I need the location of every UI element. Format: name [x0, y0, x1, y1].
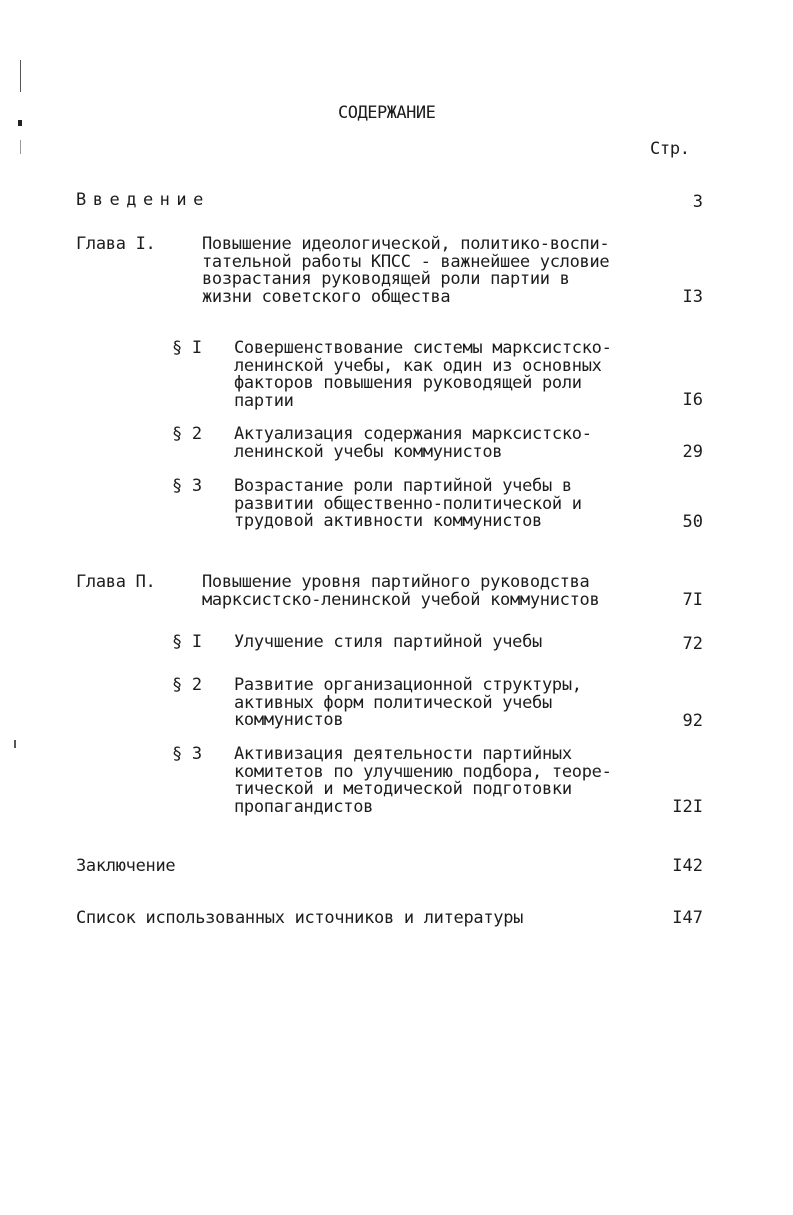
- section-page: 50: [682, 512, 703, 532]
- section-page: 92: [682, 711, 703, 731]
- section-number: § 3: [172, 744, 202, 764]
- chapter1-page: I3: [682, 287, 703, 307]
- section-title: [234, 478, 582, 531]
- scan-mark: [20, 140, 21, 154]
- section-number: § 3: [172, 476, 202, 496]
- section-title-line: Активизация деятельности партийных: [234, 744, 572, 764]
- chapter2-label: Глава П.: [76, 572, 156, 592]
- section-title-line: комитетов по улучшению подбора, теоре-: [234, 761, 612, 782]
- intro-page: 3: [692, 192, 703, 212]
- section-title-line: Развитие организационной структуры,: [234, 675, 582, 695]
- section-title: [234, 746, 612, 816]
- section-title: [234, 426, 592, 461]
- scan-mark: [20, 60, 21, 92]
- section-title: [234, 634, 542, 652]
- sources-label: Список использованных источников и литературы: [76, 908, 524, 928]
- conclusion-label: Заключение: [76, 856, 176, 876]
- scan-mark: [14, 740, 16, 748]
- conclusion-page: I42: [672, 856, 703, 876]
- page-title: СОДЕРЖАНИЕ: [338, 103, 436, 123]
- section-title-line: факторов повышения руководящей роли: [234, 373, 582, 393]
- section-title-line: ленинской учебы, как один из основных: [234, 355, 602, 376]
- section-page: 72: [682, 634, 703, 654]
- intro-label: Введение: [76, 190, 210, 210]
- chapter1-title-line: тательной работы КПСС - важнейшее условие: [202, 251, 610, 272]
- scan-mark: [18, 120, 22, 126]
- section-title-line: ленинской учебы коммунистов: [234, 441, 503, 462]
- section-title-line: активных форм политической учебы: [234, 692, 552, 713]
- chapter1-title-line: возрастания руководящей роли партии в: [202, 269, 570, 289]
- section-title-line: Актуализация содержания марксистско-: [234, 424, 592, 444]
- chapter2-title: [202, 574, 599, 609]
- section-title: [234, 340, 612, 410]
- page-column-header: Стр.: [650, 139, 690, 159]
- chapter2-page: 7I: [682, 590, 703, 610]
- chapter1-title: [202, 236, 609, 306]
- section-title-line: Возрастание роли партийной учебы в: [234, 476, 572, 496]
- section-title-line: тической и методической подготовки: [234, 779, 572, 799]
- chapter2-title-line: Повышение уровня партийного руководства: [202, 572, 590, 592]
- section-number: § 2: [172, 675, 202, 695]
- section-title-line: пропагандистов: [234, 796, 374, 817]
- section-title-line: Улучшение стиля партийной учебы: [234, 632, 542, 652]
- section-title-line: коммунистов: [234, 710, 344, 730]
- section-title-line: трудовой активности коммунистов: [234, 511, 542, 531]
- chapter1-title-line: Повышение идеологической, политико-воспи-: [202, 234, 610, 254]
- section-page: 29: [682, 442, 703, 462]
- section-number: § 2: [172, 424, 202, 444]
- section-title-line: развитии общественно-политической и: [234, 493, 582, 514]
- chapter1-label: Глава I.: [76, 234, 156, 254]
- section-title-line: партии: [234, 390, 294, 411]
- sources-page: I47: [672, 908, 703, 928]
- section-number: § I: [172, 338, 202, 358]
- chapter2-title-line: марксистско-ленинской учебой коммунистов: [202, 589, 600, 610]
- section-page: I6: [682, 390, 703, 410]
- section-page: I2I: [672, 797, 703, 817]
- section-title: [234, 677, 582, 730]
- chapter1-title-line: жизни советского общества: [202, 286, 451, 307]
- section-number: § I: [172, 632, 202, 652]
- section-title-line: Совершенствование системы марксистско-: [234, 338, 612, 358]
